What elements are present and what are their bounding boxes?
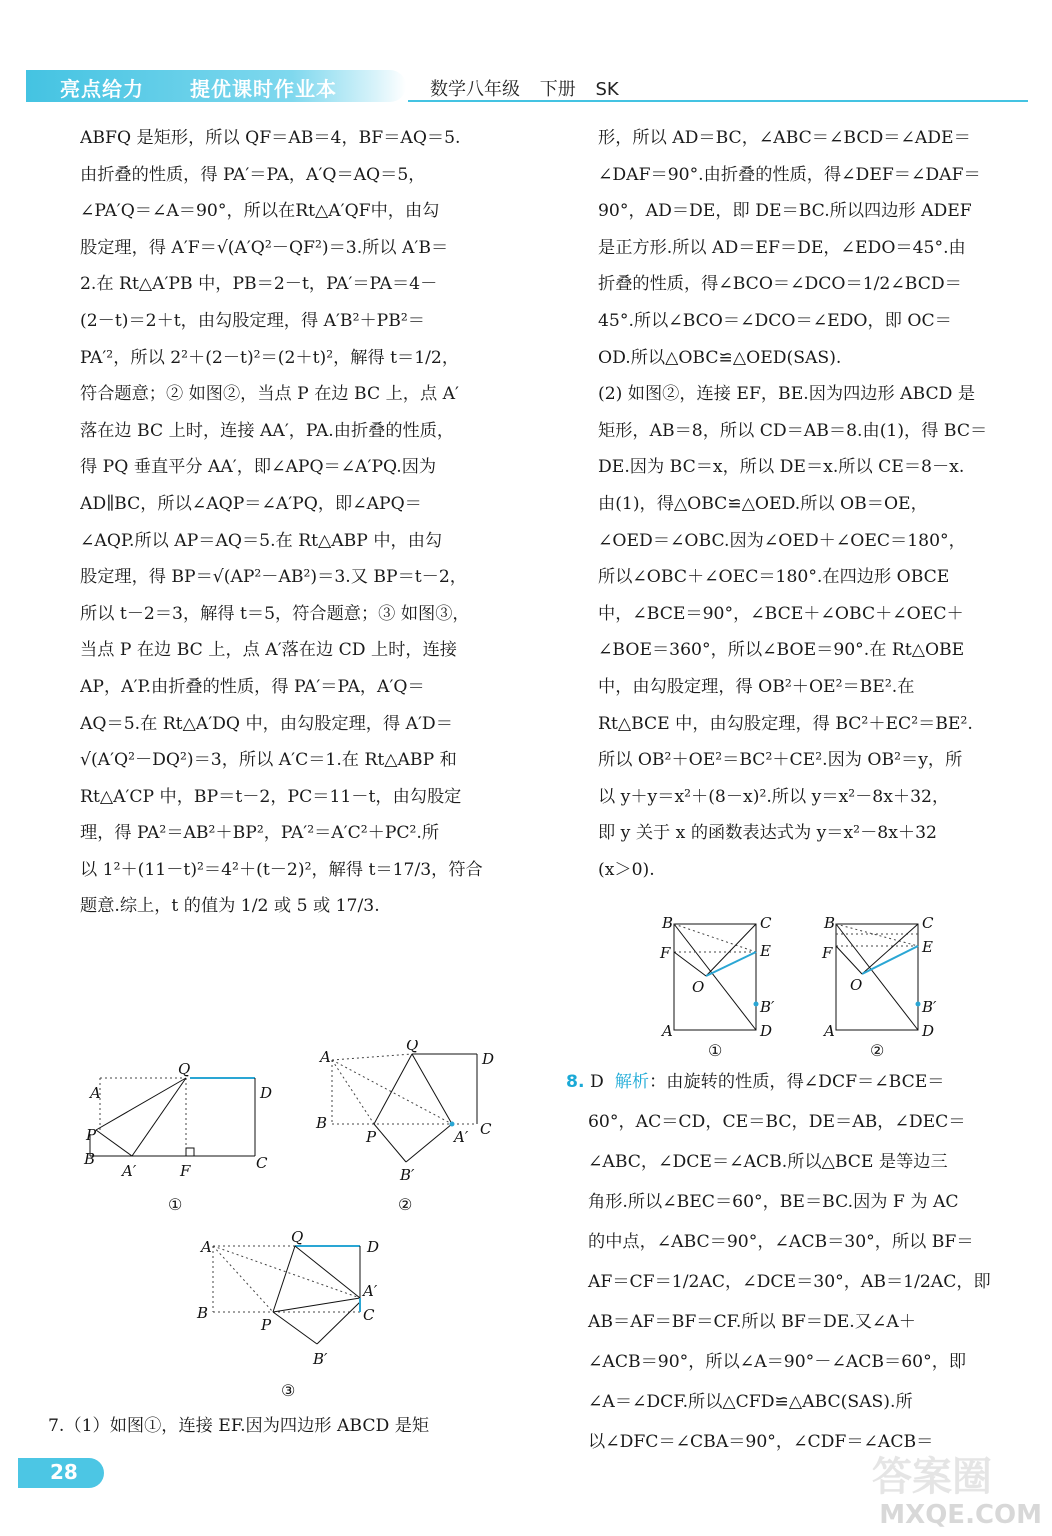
text-line: DE.因为 BC＝x，所以 DE＝x.所以 CE＝8－x. [598, 457, 965, 478]
text-line: 折叠的性质，得∠BCO＝∠DCO＝1/2∠BCD＝ [598, 274, 962, 295]
header-rule [408, 100, 1028, 102]
series-title: 提优课时作业本 [190, 77, 337, 101]
text-line: 2.在 Rt△A′PB 中，PB＝2－t，PA′＝PA＝4－ [80, 274, 438, 295]
text-line: 当点 P 在边 BC 上，点 A′落在边 CD 上时，连接 [80, 640, 457, 661]
text-line: ∠ABC，∠DCE＝∠ACB.所以△BCE 是等边三 [588, 1152, 948, 1172]
label: F [822, 944, 833, 962]
text-line: ∠ACB＝90°，所以∠A＝90°－∠ACB＝60°，即 [588, 1352, 967, 1372]
label: D [260, 1084, 273, 1102]
text-line: ABFQ 是矩形，所以 QF＝AB＝4，BF＝AQ＝5. [80, 128, 461, 148]
label: A [320, 1048, 331, 1066]
text-line: 股定理，得 A′F＝√(A′Q²－QF²)＝3.所以 A′B＝ [80, 237, 449, 258]
text-line: (2－t)＝2＋t，由勾股定理，得 A′B²＋PB²＝ [80, 310, 425, 331]
label: D [482, 1050, 495, 1068]
text-line: 理，得 PA²＝AB²＋BP²，PA′²＝A′C²＋PC².所 [80, 823, 440, 844]
text-line: 形，所以 AD＝BC，∠ABC＝∠BCD＝∠ADE＝ [598, 128, 971, 148]
text-line: 60°，AC＝CD，CE＝BC，DE＝AB，∠DEC＝ [588, 1112, 966, 1132]
figure-caption: ② [398, 1195, 413, 1214]
question-7-start [48, 1408, 538, 1444]
text-line: 题意.综上，t 的值为 1/2 或 5 或 17/3. [80, 896, 380, 917]
label: F [660, 944, 671, 962]
text-line: Rt△A′CP 中，BP＝t－2，PC＝11－t，由勾股定 [80, 786, 462, 807]
label: A′ [122, 1162, 137, 1180]
text-line: 以 1²＋(11－t)²＝4²＋(t－2)²，解得 t＝17/3，符合 [80, 859, 483, 880]
label: A′ [454, 1128, 469, 1146]
text-line: ：由旋转的性质，得∠DCF＝∠BCE＝ [649, 1072, 945, 1092]
text-line: 股定理，得 BP＝√(AP²－AB²)＝3.又 BP＝t－2， [80, 567, 467, 588]
q8-label: 解析 [614, 1072, 650, 1092]
label: B′ [400, 1166, 415, 1184]
text-line: 中，∠BCE＝90°，∠BCE＋∠OBC＋∠OEC＋ [598, 603, 964, 624]
brand-title: 亮点给力 [60, 77, 144, 101]
q8-answer: D [589, 1072, 604, 1092]
label: C [363, 1306, 375, 1324]
text-line: 角形.所以∠BEC＝60°，BE＝BC.因为 F 为 AC [588, 1192, 959, 1212]
label: B [84, 1150, 96, 1168]
figure-3 [195, 1228, 395, 1406]
label: P [261, 1316, 272, 1334]
text-line: ∠A＝∠DCF.所以△CFD≌△ABC(SAS).所 [588, 1392, 913, 1412]
text-line: 以 y＋y＝x²＋(8－x)².所以 y＝x²－8x＋32， [598, 786, 950, 807]
watermark-url: MXQE.COM [879, 1500, 1042, 1530]
text-line: 得 PQ 垂直平分 AA′，即∠APQ＝∠A′PQ.因为 [80, 457, 437, 478]
text-line: 由折叠的性质，得 PA′＝PA，A′Q＝AQ＝5， [80, 164, 426, 185]
text-line: AQ＝5.在 Rt△A′DQ 中，由勾股定理，得 A′D＝ [80, 713, 453, 734]
label: C [760, 914, 772, 932]
label: B [197, 1304, 209, 1322]
text-line: ∠AQP.所以 AP＝AQ＝5.在 Rt△ABP 中，由勾 [80, 530, 443, 551]
text-line: (2) 如图②，连接 EF，BE.因为四边形 ABCD 是 [598, 384, 976, 405]
q8-first-line [566, 1062, 1036, 1102]
text-line: 落在边 BC 上时，连接 AA′，PA.由折叠的性质， [80, 420, 455, 441]
text-line: ∠BOE＝360°，所以∠BOE＝90°.在 Rt△OBE [598, 640, 965, 661]
text-line: PA′²，所以 2²＋(2－t)²＝(2＋t)²，解得 t＝1/2， [80, 347, 460, 368]
label: B′ [760, 998, 775, 1016]
text-line: ∠PA′Q＝∠A＝90°，所以在Rt△A′QF中，由勾 [80, 201, 440, 222]
text-line: (x＞0). [598, 859, 655, 880]
label: A [90, 1084, 101, 1102]
figure-caption: ① [708, 1041, 723, 1060]
text-line: 所以∠OBC＋∠OEC＝180°.在四边形 OBCE [598, 567, 950, 588]
text-line: 矩形，AB＝8，所以 CD＝AB＝8.由(1)，得 BC＝ [598, 420, 988, 441]
label: Q [178, 1060, 191, 1078]
text-line: 90°，AD＝DE，即 DE＝BC.所以四边形 ADEF [598, 201, 972, 222]
text-line: ∠DAF＝90°.由折叠的性质，得∠DEF＝∠DAF＝ [598, 164, 981, 185]
label: D [367, 1238, 380, 1256]
label: A [201, 1238, 212, 1256]
label: D [922, 1022, 935, 1040]
text-line: 以∠DFC＝∠CBA＝90°，∠CDF＝∠ACB＝ [588, 1432, 934, 1452]
text-line: OD.所以△OBC≌△OED(SAS). [598, 347, 842, 368]
watermark-logo: 答案圈 [872, 1454, 992, 1500]
figure-caption: ① [168, 1195, 183, 1214]
text-line: AD∥BC，所以∠AQP＝∠A′PQ，即∠APQ＝ [80, 493, 422, 514]
label: C [256, 1154, 268, 1172]
label: B [662, 914, 674, 932]
text-line: AB＝AF＝BF＝CF.所以 BF＝DE.又∠A＋ [588, 1312, 916, 1332]
page-header [0, 70, 1052, 104]
label: D [760, 1022, 773, 1040]
page-number: 28 [50, 1460, 78, 1484]
subject-label: 数学八年级 下册 SK [430, 79, 619, 100]
label: O [692, 978, 705, 996]
q8-number: 8. [566, 1072, 585, 1092]
label: E [760, 942, 771, 960]
text-line: 中，由勾股定理，得 OB²＋OE²＝BE².在 [598, 676, 915, 697]
text-line: 45°.所以∠BCO＝∠DCO＝∠EDO，即 OC＝ [598, 310, 952, 331]
text-line: 所以 t－2＝3，解得 t＝5，符合题意；③ 如图③， [80, 603, 470, 624]
text-line: 即 y 关于 x 的函数表达式为 y＝x²－8x＋32 [598, 823, 937, 844]
label: Q [406, 1040, 419, 1054]
label: C [480, 1120, 492, 1138]
figure-caption: ③ [281, 1381, 296, 1400]
text-line: 由(1)，得△OBC≌△OED.所以 OB＝OE， [598, 493, 928, 514]
text-line: 符合题意；② 如图②，当点 P 在边 BC 上，点 A′ [80, 384, 459, 405]
label: P [86, 1126, 97, 1144]
question-8 [566, 1062, 1036, 1462]
label: B [316, 1114, 328, 1132]
label: E [922, 938, 933, 956]
label: P [366, 1128, 377, 1146]
q7-text: 7.（1）如图①，连接 EF.因为四边形 ABCD 是矩 [48, 1416, 430, 1436]
left-column [80, 120, 530, 925]
figure-2 [312, 1040, 512, 1220]
text-line: 是正方形.所以 AD＝EF＝DE，∠EDO＝45°.由 [598, 237, 966, 258]
label: A [824, 1022, 835, 1040]
label: A′ [363, 1282, 378, 1300]
label: B [824, 914, 836, 932]
figure-7-2 [812, 906, 952, 1062]
label: B′ [313, 1350, 328, 1368]
text-line: AF＝CF＝1/2AC，∠DCE＝30°，AB＝1/2AC，即 [588, 1272, 991, 1292]
label: C [922, 914, 934, 932]
label: B′ [922, 998, 937, 1016]
right-column [598, 120, 1036, 888]
text-line: √(A′Q²－DQ²)＝3，所以 A′C＝1.在 Rt△ABP 和 [80, 750, 457, 771]
text-line: ∠OED＝∠OBC.因为∠OED＋∠OEC＝180°， [598, 530, 966, 551]
figure-7-1 [650, 906, 790, 1062]
figure-caption: ② [870, 1041, 885, 1060]
text-line: AP，A′P.由折叠的性质，得 PA′＝PA，A′Q＝ [80, 676, 425, 697]
text-line: 的中点，∠ABC＝90°，∠ACB＝30°，所以 BF＝ [588, 1232, 974, 1252]
label: F [180, 1162, 191, 1180]
label: A [662, 1022, 673, 1040]
label: Q [291, 1228, 304, 1246]
text-line: Rt△BCE 中，由勾股定理，得 BC²＋EC²＝BE². [598, 713, 973, 734]
text-line: 所以 OB²＋OE²＝BC²＋CE².因为 OB²＝y，所 [598, 750, 963, 771]
figure-1 [80, 1060, 280, 1220]
label: O [850, 976, 863, 994]
